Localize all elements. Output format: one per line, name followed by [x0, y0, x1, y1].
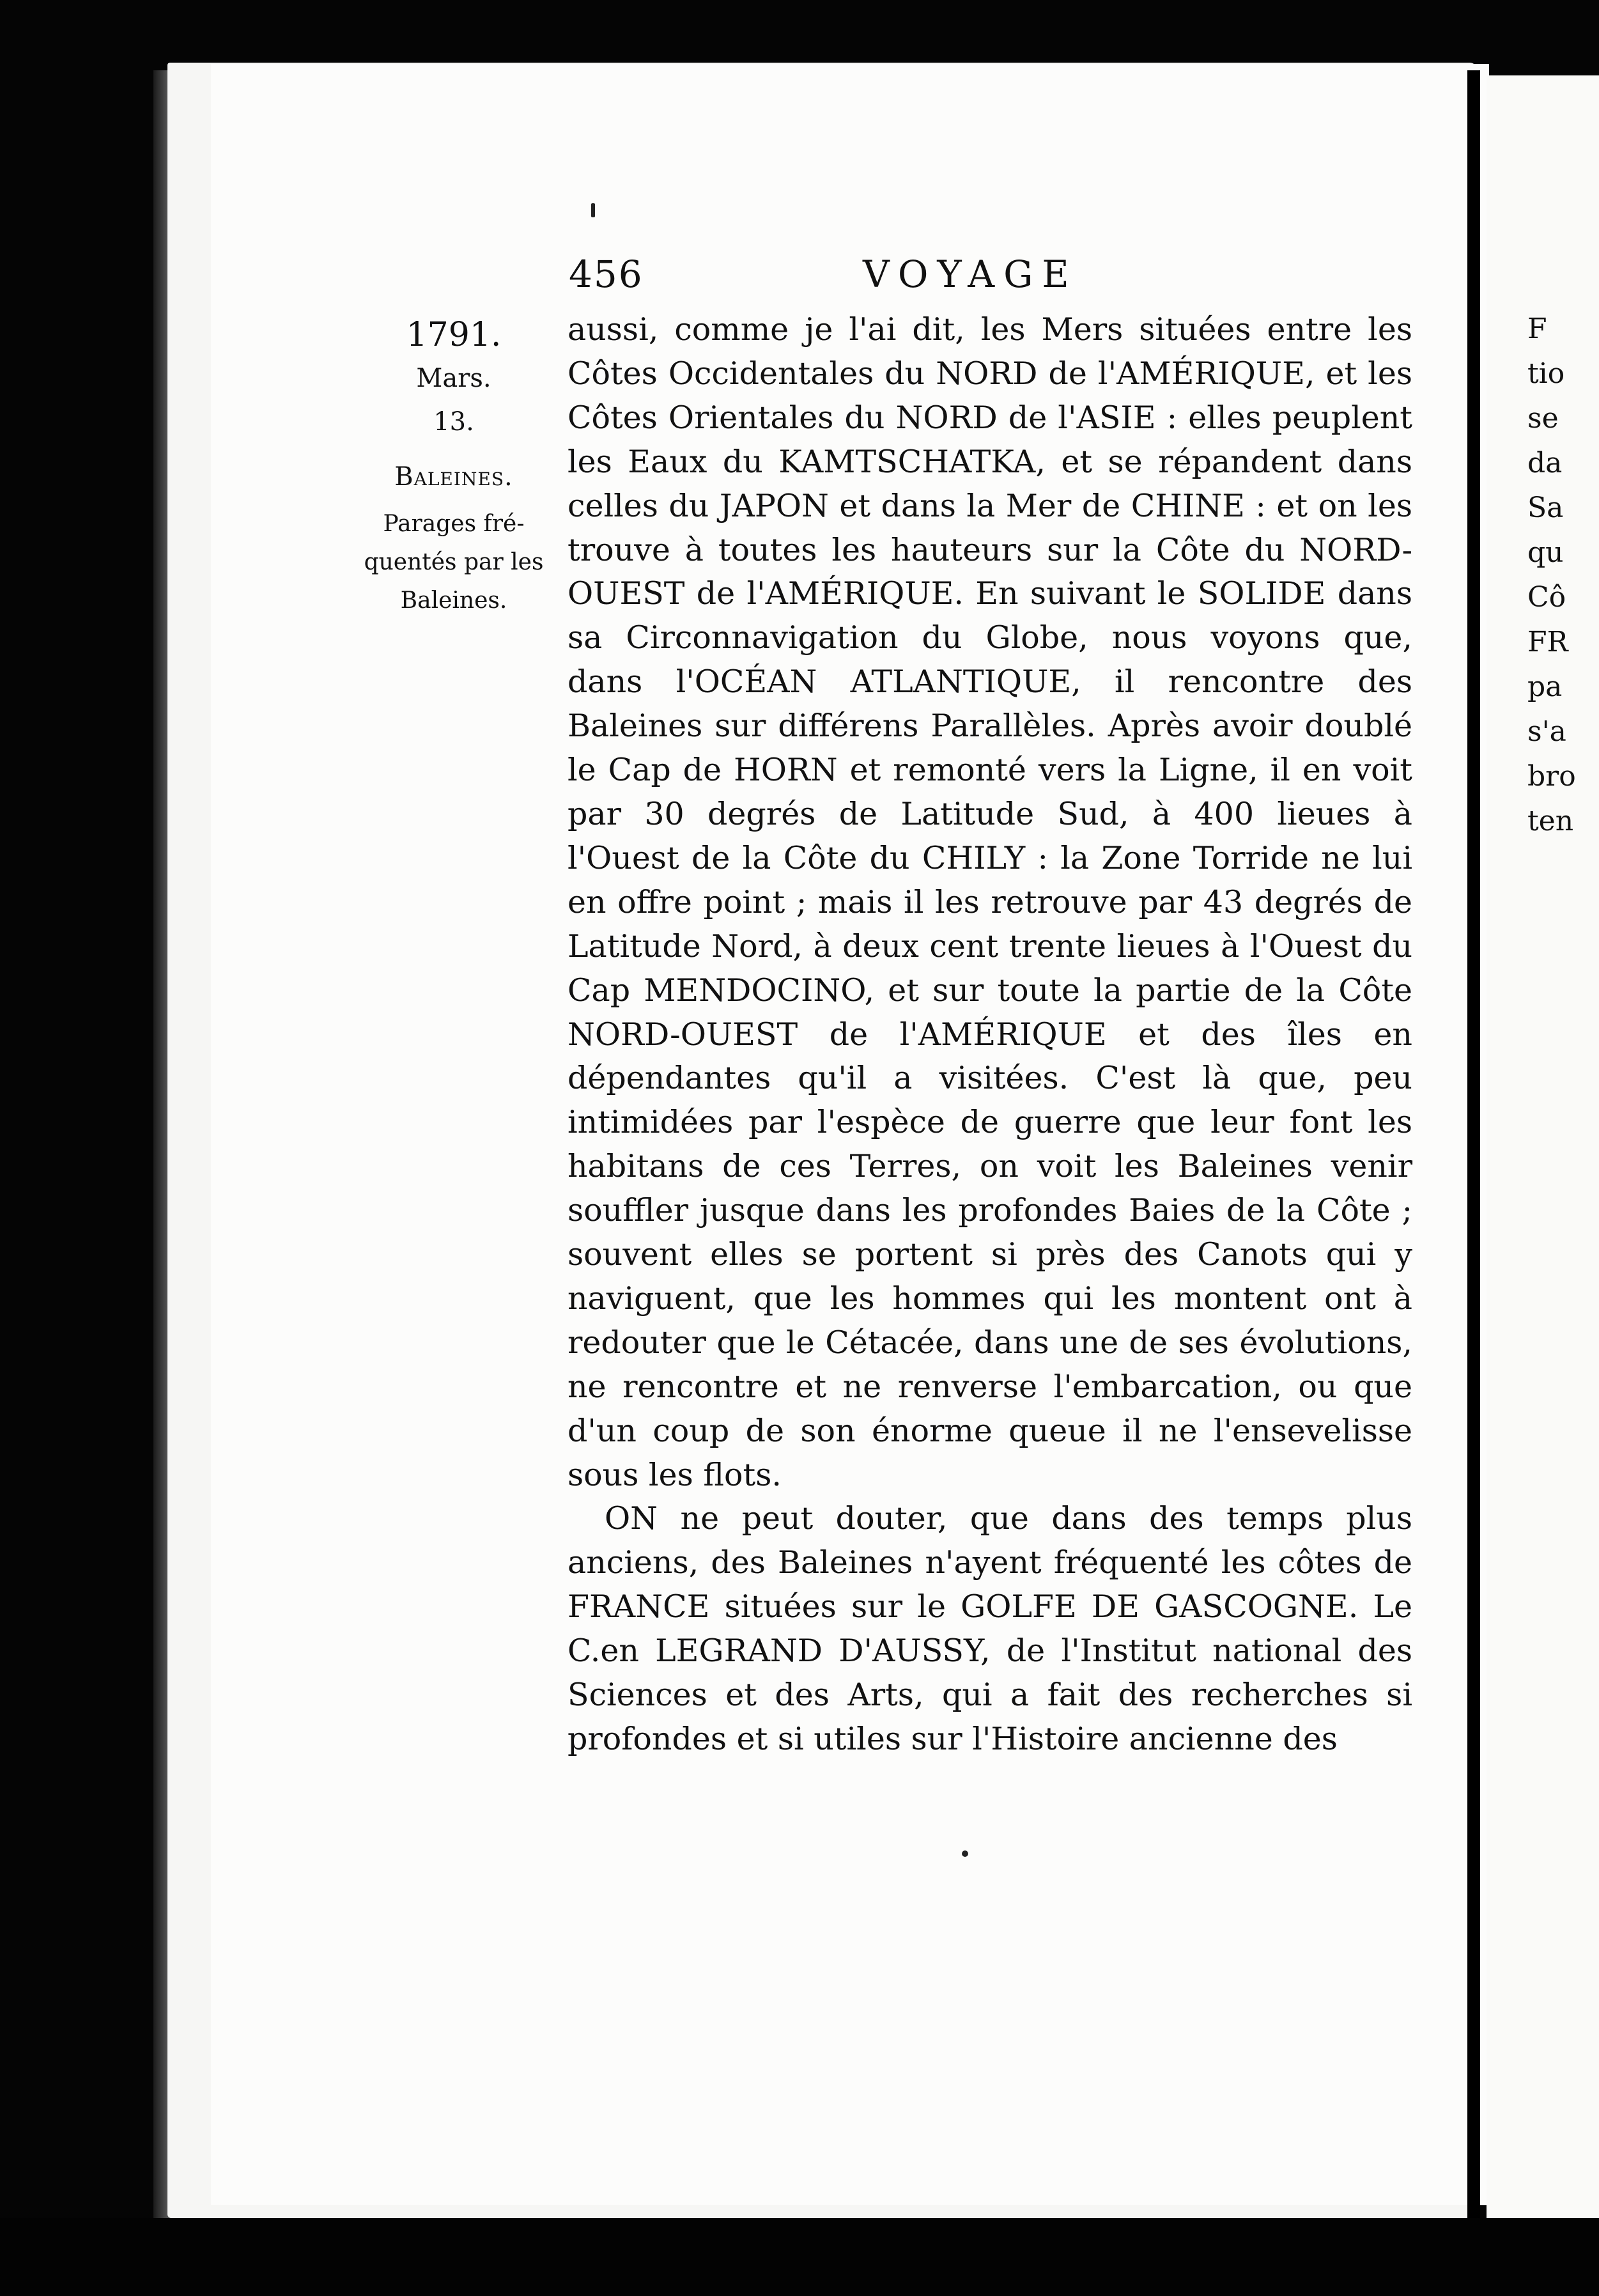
adjacent-fragment: se — [1527, 402, 1559, 435]
adjacent-fragment: pa — [1527, 671, 1563, 703]
adjacent-fragment: Cô — [1527, 581, 1566, 614]
margin-day: 13. — [433, 407, 474, 437]
margin-topic: Baleines. — [394, 462, 513, 492]
paragraph-1: aussi, comme je l'ai dit, les Mers situées entre les Côtes Occidentales du NORD de l'AMÉRIQUE, et les Côtes Orientales du NORD de l'ASIE : elles peuplent les Eaux du KAMTSCHATKA, et se répandent dans celles du JAPON et dans la Mer de CHINE : et on les trouve à toutes les hauteurs sur la Côte du NORD-OUEST de l'AMÉRIQUE. En suivant le SOLIDE dans sa Circonnavigation du Globe, nous voyons que, dans l'OCÉAN ATLANTIQUE, il rencontre des Baleines sur différens Parallèles. Après avoir doublé le Cap de HORN et remonté vers la Ligne, il en voit par 30 degrés de Latitude Sud, à 400 lieues à l'Ouest de la Côte du CHILY : la Zone Torride ne lui en offre point ; mais il les retrouve par 43 degrés de Latitude Nord, à deux cent trente lieues à l'Ouest du Cap MENDOCINO, et sur toute la partie de la Côte NORD-OUEST de l'AMÉRIQUE et des îles en dépendantes qu'il a visitées. C'est là que, peu intimidées par l'espèce de guerre que leur font les habitans de ces Terres, on voit les Baleines venir souffler jusque dans les profondes Baies de la Côte ; souvent elles se portent si près des Canots qui y naviguent, que les hommes qui les montent ont à redouter que le Cétacée, dans une de ses évolutions, ne rencontre et ne renverse l'embarcation, ou que d'un coup de son énorme queue il ne l'ensevelisse sous les flots. — [568, 311, 1412, 1493]
margin-notes — [358, 313, 550, 620]
ink-speck — [962, 1850, 968, 1857]
adjacent-fragment: s'a — [1527, 715, 1566, 748]
adjacent-fragment: qu — [1527, 536, 1564, 569]
adjacent-fragment: bro — [1527, 760, 1576, 793]
page-header — [569, 252, 1412, 310]
adjacent-fragment: FR — [1527, 626, 1568, 658]
adjacent-fragment: F — [1527, 313, 1547, 345]
adjacent-fragment: Sa — [1527, 492, 1564, 524]
ink-speck — [591, 203, 595, 217]
adjacent-fragment: tio — [1527, 357, 1565, 390]
paragraph-2: ON ne peut douter, que dans des temps plus anciens, des Baleines n'ayent fréquenté les côtes de FRANCE situées sur le GOLFE DE GASCOGNE. Le C.en LEGRAND D'AUSSY, de l'Institut national des Sciences et des Arts, qui a fait des recherches si profondes et si utiles sur l'Histoire ancienne des — [568, 1500, 1412, 1757]
adjacent-fragment: da — [1527, 447, 1563, 479]
adjacent-page-text — [1527, 307, 1599, 844]
main-text — [568, 308, 1412, 1762]
scan-border — [0, 2218, 1599, 2296]
page-number: 456 — [569, 252, 644, 296]
page-gutter — [1467, 70, 1480, 2231]
adjacent-fragment: ten — [1527, 805, 1574, 837]
running-title: VOYAGE — [863, 252, 1078, 296]
margin-year: 1791. — [406, 316, 502, 354]
margin-month: Mars. — [416, 364, 491, 393]
margin-note: Parages fré- quentés par les Baleines. — [364, 511, 544, 614]
